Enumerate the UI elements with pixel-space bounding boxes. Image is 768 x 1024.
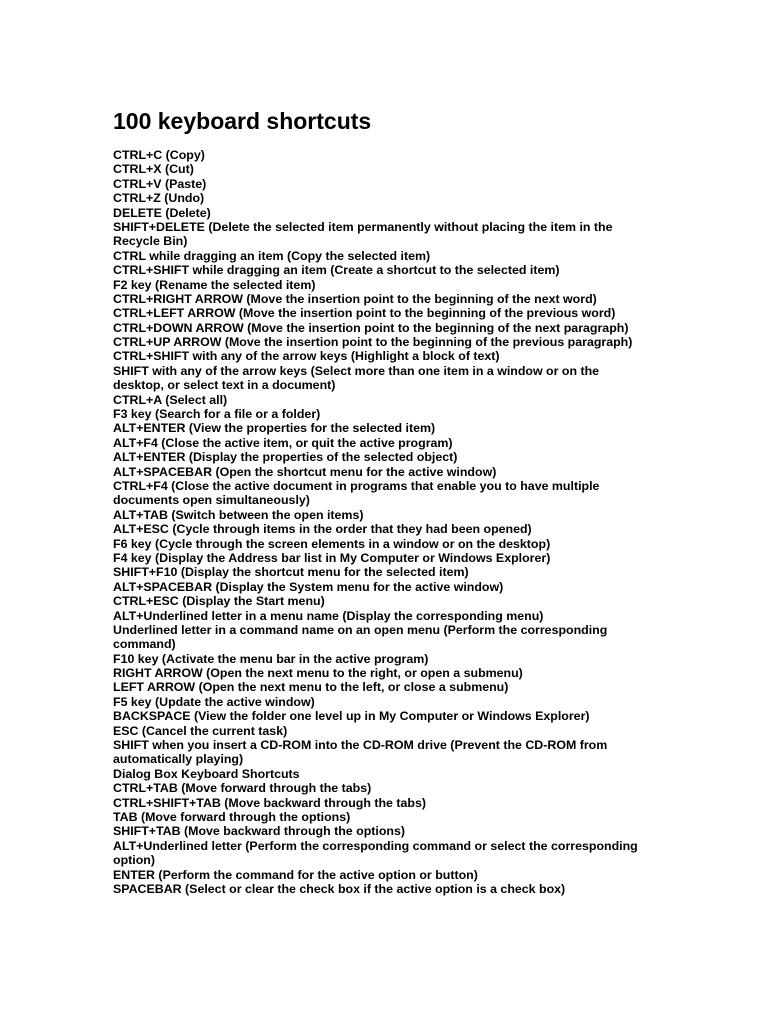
shortcut-line: SPACEBAR (Select or clear the check box if the active option is a check box)	[113, 881, 566, 896]
document-title: 100 keyboard shortcuts	[113, 108, 372, 134]
shortcut-line: ALT+Underlined letter in a menu name (Display the corresponding menu)	[113, 608, 544, 623]
shortcut-line: CTRL+A (Select all)	[113, 392, 228, 407]
shortcut-line: Dialog Box Keyboard Shortcuts	[113, 766, 300, 781]
shortcut-line: TAB (Move forward through the options)	[113, 809, 351, 824]
shortcut-line: ALT+ENTER (View the properties for the selected item)	[113, 421, 436, 436]
shortcut-line: option)	[113, 853, 155, 868]
shortcut-line: ESC (Cancel the current task)	[113, 723, 288, 738]
shortcut-line: CTRL+Z (Undo)	[113, 191, 205, 206]
shortcut-line: ALT+TAB (Switch between the open items)	[113, 507, 364, 522]
shortcut-line: desktop, or select text in a document)	[113, 378, 336, 393]
shortcut-line: Recycle Bin)	[113, 234, 188, 249]
shortcut-line: F10 key (Activate the menu bar in the active program)	[113, 651, 429, 666]
shortcut-line: F3 key (Search for a file or a folder)	[113, 407, 321, 422]
shortcut-line: ALT+F4 (Close the active item, or quit the active program)	[113, 435, 453, 450]
shortcut-line: CTRL+ESC (Display the Start menu)	[113, 594, 325, 609]
shortcut-line: SHIFT with any of the arrow keys (Select more than one item in a window or on the	[113, 363, 600, 378]
shortcut-line: automatically playing)	[113, 752, 244, 767]
shortcut-line: F2 key (Rename the selected item)	[113, 277, 316, 292]
shortcut-line: CTRL+SHIFT while dragging an item (Create a shortcut to the selected item)	[113, 263, 560, 278]
shortcut-line: CTRL+C (Copy)	[113, 148, 205, 162]
shortcut-line: RIGHT ARROW (Open the next menu to the right, or open a submenu)	[113, 666, 523, 681]
shortcut-line: ALT+Underlined letter (Perform the corresponding command or select the corresponding	[113, 838, 638, 853]
shortcut-line: CTRL+SHIFT+TAB (Move backward through the tabs)	[113, 795, 426, 810]
shortcut-line: documents open simultaneously)	[113, 493, 310, 508]
shortcut-line: CTRL+LEFT ARROW (Move the insertion point to the beginning of the previous word)	[113, 306, 616, 321]
shortcut-line: CTRL+F4 (Close the active document in programs that enable you to have multiple	[113, 478, 600, 493]
shortcut-line: CTRL+X (Cut)	[113, 162, 194, 177]
shortcut-line: LEFT ARROW (Open the next menu to the left, or close a submenu)	[113, 680, 509, 695]
shortcut-line: ENTER (Perform the command for the active option or button)	[113, 867, 478, 882]
shortcut-line: command)	[113, 637, 176, 652]
shortcut-line: CTRL+UP ARROW (Move the insertion point to the beginning of the previous paragraph)	[113, 335, 633, 350]
shortcut-line: ALT+SPACEBAR (Open the shortcut menu for the active window)	[113, 464, 497, 479]
shortcut-list	[113, 148, 658, 896]
shortcut-line: SHIFT+DELETE (Delete the selected item permanently without placing the item in the	[113, 219, 613, 234]
shortcut-line: CTRL+RIGHT ARROW (Move the insertion point to the beginning of the next word)	[113, 291, 597, 306]
shortcut-line: Underlined letter in a command name on an open menu (Perform the corresponding	[113, 622, 608, 637]
shortcut-line: BACKSPACE (View the folder one level up in My Computer or Windows Explorer)	[113, 709, 590, 724]
shortcut-line: SHIFT when you insert a CD-ROM into the CD-ROM drive (Prevent the CD-ROM from	[113, 738, 608, 753]
shortcut-line: F6 key (Cycle through the screen elements in a window or on the desktop)	[113, 536, 551, 551]
shortcut-line: CTRL+DOWN ARROW (Move the insertion point to the beginning of the next paragraph)	[113, 320, 629, 335]
shortcut-line: ALT+SPACEBAR (Display the System menu for the active window)	[113, 579, 504, 594]
shortcut-line: SHIFT+F10 (Display the shortcut menu for the selected item)	[113, 565, 469, 580]
shortcut-line: F4 key (Display the Address bar list in My Computer or Windows Explorer)	[113, 550, 551, 565]
shortcut-line: CTRL while dragging an item (Copy the selected item)	[113, 248, 431, 263]
shortcut-line: DELETE (Delete)	[113, 205, 211, 220]
shortcut-line: F5 key (Update the active window)	[113, 694, 315, 709]
shortcut-line: ALT+ENTER (Display the properties of the selected object)	[113, 450, 458, 465]
shortcut-line: SHIFT+TAB (Move backward through the options)	[113, 824, 405, 839]
shortcut-line: CTRL+V (Paste)	[113, 176, 207, 191]
shortcut-line: CTRL+TAB (Move forward through the tabs)	[113, 781, 372, 796]
shortcut-line: CTRL+SHIFT with any of the arrow keys (Highlight a block of text)	[113, 349, 500, 364]
shortcut-line: ALT+ESC (Cycle through items in the order that they had been opened)	[113, 522, 532, 537]
